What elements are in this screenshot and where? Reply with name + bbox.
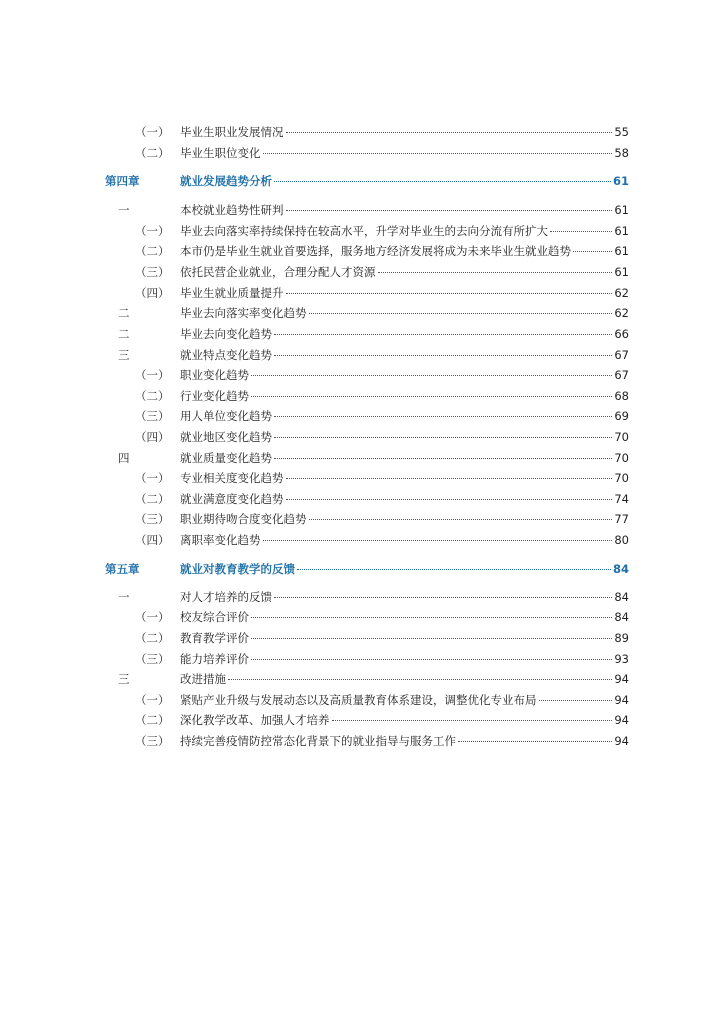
toc-title: 毕业去向变化趋势	[180, 327, 272, 341]
leader-dots	[263, 539, 613, 541]
toc-number: （二）	[135, 389, 170, 403]
toc-page: 70	[614, 451, 629, 465]
toc-row[interactable]	[0, 629, 724, 647]
toc-title: 就业特点变化趋势	[180, 348, 272, 362]
toc-page: 61	[614, 244, 629, 258]
toc-title: 改进措施	[180, 672, 226, 686]
toc-number: 二	[118, 306, 130, 320]
leader-dots	[286, 498, 613, 500]
toc-title: 专业相关度变化趋势	[180, 471, 284, 485]
toc-page: 80	[614, 533, 629, 547]
toc-page: 94	[614, 713, 629, 727]
toc-row[interactable]	[0, 123, 724, 141]
toc-title: 对人才培养的反馈	[180, 590, 272, 604]
toc-row[interactable]	[0, 242, 724, 260]
toc-number: （二）	[135, 713, 170, 727]
toc-page: 94	[614, 693, 629, 707]
toc-row[interactable]	[0, 691, 724, 709]
toc-page: 84	[612, 562, 629, 576]
toc-title: 职业变化趋势	[180, 368, 249, 382]
toc-page: 67	[614, 368, 629, 382]
toc-page: 94	[614, 734, 629, 748]
toc-number: 三	[118, 348, 130, 362]
toc-number: （四）	[135, 430, 170, 444]
leader-dots	[550, 230, 612, 232]
toc-row[interactable]	[0, 588, 724, 606]
toc-title: 毕业生就业质量提升	[180, 286, 284, 300]
chapter-number: 第五章	[105, 562, 140, 576]
chapter-title: 就业对教育教学的反馈	[180, 562, 295, 576]
toc-page: 70	[614, 471, 629, 485]
toc-page: 61	[614, 224, 629, 238]
toc-row[interactable]	[0, 387, 724, 405]
toc-page: 55	[614, 125, 629, 139]
toc-title: 本校就业趋势性研判	[180, 203, 284, 217]
toc-number: （二）	[135, 146, 170, 160]
toc-page: 94	[614, 672, 629, 686]
toc-title: 离职率变化趋势	[180, 533, 261, 547]
leader-dots	[251, 395, 612, 397]
toc-row[interactable]	[0, 469, 724, 487]
leader-dots	[539, 699, 613, 701]
toc-row[interactable]	[0, 510, 724, 528]
chapter-number: 第四章	[105, 174, 140, 188]
toc-row[interactable]	[0, 608, 724, 626]
leader-dots	[274, 354, 612, 356]
toc-title: 毕业去向落实率持续保持在较高水平，升学对毕业生的去向分流有所扩大	[180, 224, 548, 238]
toc-title: 本市仍是毕业生就业首要选择，服务地方经济发展将成为未来毕业生就业趋势	[180, 244, 571, 258]
chapter-title: 就业发展趋势分析	[180, 174, 272, 188]
toc-row[interactable]	[0, 407, 724, 425]
leader-dots	[274, 457, 612, 459]
leader-dots	[274, 436, 612, 438]
toc-number: （四）	[135, 286, 170, 300]
toc-chapter-row[interactable]	[0, 560, 724, 578]
leader-dots	[228, 678, 612, 680]
toc-row[interactable]	[0, 366, 724, 384]
toc-page: 68	[614, 389, 629, 403]
leader-dots	[274, 180, 611, 182]
toc-row[interactable]	[0, 346, 724, 364]
toc-page: 84	[614, 610, 629, 624]
toc-number: 一	[118, 203, 130, 217]
toc-title: 教育教学评价	[180, 631, 249, 645]
toc-title: 紧贴产业升级与发展动态以及高质量教育体系建设，调整优化专业布局	[180, 693, 537, 707]
toc-number: 二	[118, 327, 130, 341]
toc-title: 用人单位变化趋势	[180, 409, 272, 423]
toc-number: （一）	[135, 693, 170, 707]
toc-title: 持续完善疫情防控常态化背景下的就业指导与服务工作	[180, 734, 456, 748]
toc-row[interactable]	[0, 144, 724, 162]
toc-number: （三）	[135, 652, 170, 666]
toc-title: 毕业生职位变化	[180, 146, 261, 160]
toc-number: （一）	[135, 471, 170, 485]
toc-title: 毕业去向落实率变化趋势	[180, 306, 307, 320]
toc-number: 三	[118, 672, 130, 686]
toc-title: 职业期待吻合度变化趋势	[180, 512, 307, 526]
toc-page: 93	[614, 652, 629, 666]
leader-dots	[274, 596, 612, 598]
toc-title: 就业地区变化趋势	[180, 430, 272, 444]
toc-number: （三）	[135, 265, 170, 279]
toc-chapter-row[interactable]	[0, 172, 724, 190]
toc-title: 就业满意度变化趋势	[180, 492, 284, 506]
leader-dots	[274, 333, 612, 335]
toc-number: （三）	[135, 734, 170, 748]
toc-title: 行业变化趋势	[180, 389, 249, 403]
toc-row[interactable]	[0, 732, 724, 750]
toc-row[interactable]	[0, 325, 724, 343]
toc-page: 61	[612, 174, 629, 188]
leader-dots	[286, 477, 613, 479]
toc-row[interactable]	[0, 670, 724, 688]
toc-page: 70	[614, 430, 629, 444]
toc-row[interactable]	[0, 304, 724, 322]
toc-row[interactable]	[0, 711, 724, 729]
leader-dots	[251, 637, 612, 639]
toc-title: 校友综合评价	[180, 610, 249, 624]
toc-row[interactable]	[0, 284, 724, 302]
leader-dots	[263, 152, 613, 154]
toc-page: 67	[614, 348, 629, 362]
toc-page: 89	[614, 631, 629, 645]
leader-dots	[251, 616, 612, 618]
toc-page: 77	[614, 512, 629, 526]
toc-page: 69	[614, 409, 629, 423]
toc-page: 61	[614, 203, 629, 217]
toc-row[interactable]	[0, 449, 724, 467]
toc-number: （一）	[135, 224, 170, 238]
toc-row[interactable]	[0, 650, 724, 668]
toc-row[interactable]	[0, 490, 724, 508]
toc-title: 就业质量变化趋势	[180, 451, 272, 465]
leader-dots	[332, 719, 613, 721]
toc-number: （三）	[135, 512, 170, 526]
toc-number: （二）	[135, 492, 170, 506]
leader-dots	[286, 209, 613, 211]
toc-page: 62	[614, 286, 629, 300]
toc-page: 58	[614, 146, 629, 160]
leader-dots	[286, 131, 613, 133]
toc-page: 84	[614, 590, 629, 604]
toc-number: 四	[118, 451, 130, 465]
leader-dots	[297, 568, 611, 570]
toc-page: 66	[614, 327, 629, 341]
toc-title: 毕业生职业发展情况	[180, 125, 284, 139]
leader-dots	[251, 658, 612, 660]
leader-dots	[573, 250, 612, 252]
leader-dots	[309, 518, 613, 520]
leader-dots	[274, 415, 612, 417]
toc-number: （三）	[135, 409, 170, 423]
toc-number: （一）	[135, 368, 170, 382]
toc-row[interactable]	[0, 222, 724, 240]
leader-dots	[251, 374, 612, 376]
toc-number: 一	[118, 590, 130, 604]
toc-title: 能力培养评价	[180, 652, 249, 666]
toc-number: （一）	[135, 610, 170, 624]
toc-number: （二）	[135, 631, 170, 645]
leader-dots	[458, 740, 612, 742]
leader-dots	[378, 271, 613, 273]
toc-number: （一）	[135, 125, 170, 139]
toc-row[interactable]	[0, 201, 724, 219]
toc-page: 74	[614, 492, 629, 506]
toc-row[interactable]	[0, 531, 724, 549]
toc-title: 深化教学改革、加强人才培养	[180, 713, 330, 727]
toc-number: （二）	[135, 244, 170, 258]
toc-page: 61	[614, 265, 629, 279]
toc-number: （四）	[135, 533, 170, 547]
toc-title: 依托民营企业就业，合理分配人才资源	[180, 265, 376, 279]
toc-row[interactable]	[0, 428, 724, 446]
leader-dots	[286, 292, 613, 294]
leader-dots	[309, 312, 613, 314]
toc-row[interactable]	[0, 263, 724, 281]
toc-page: 62	[614, 306, 629, 320]
